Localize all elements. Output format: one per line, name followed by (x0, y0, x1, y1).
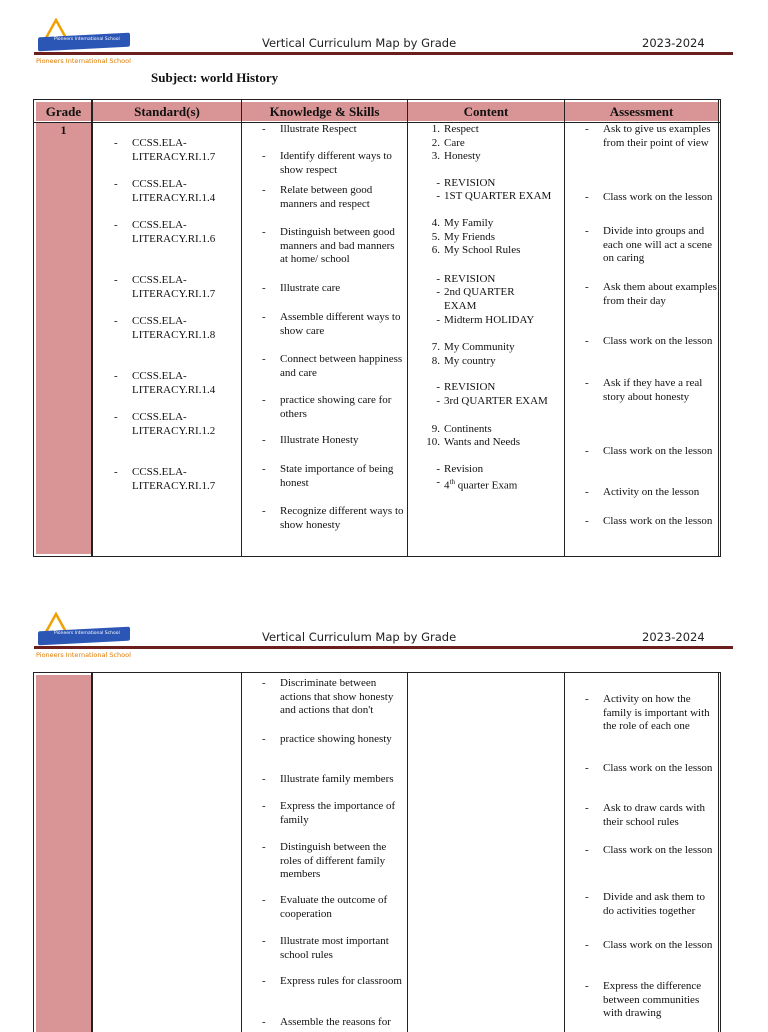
skill-item: - Illustrate Honesty (262, 434, 404, 463)
assessment-item: - Ask if they have a real story about honesty (585, 377, 718, 445)
logo-school-name: Pioneers International School (36, 651, 131, 659)
content-item: 3. Honesty (431, 150, 481, 163)
school-year: 2023-2024 (642, 36, 705, 50)
content-item: - REVISION (436, 272, 496, 285)
col-divider (241, 100, 242, 556)
page-title: Vertical Curriculum Map by Grade (262, 630, 457, 644)
grade-column-fill (36, 122, 91, 554)
content-item: 8. My country (431, 354, 496, 367)
standard-item: - CCSS.ELA-LITERACY.RI.1.8 (114, 315, 239, 370)
assessment-cell (585, 123, 718, 529)
skill-item: - Distinguish between good manners and bad manners at home/ school (262, 226, 404, 282)
skill-item: - Illustrate Respect (262, 123, 404, 150)
skill-item: - Connect between happiness and care (262, 353, 404, 394)
header-knowledge-skills: Knowledge & Skills (242, 102, 407, 121)
col-divider (718, 100, 719, 556)
skill-item: - Express the importance of family (262, 800, 404, 841)
assessment-cell (585, 693, 718, 1021)
standard-item: - CCSS.ELA-LITERACY.RI.1.4 (114, 370, 239, 411)
skill-item: - Assemble different ways to show care (262, 311, 404, 353)
content-item: 2. Care (431, 136, 465, 149)
content-cell (426, 123, 562, 494)
assessment-item: - Ask them about examples from their day (585, 281, 718, 335)
content-item: 9. Continents (431, 422, 492, 435)
skill-item: - Illustrate care (262, 282, 404, 311)
content-item: - 1ST QUARTER EXAM (436, 190, 552, 203)
skill-item: - practice showing care for others (262, 394, 404, 434)
table-header-row (34, 100, 720, 123)
col-divider (91, 673, 93, 1032)
content-item: 7. My Community (431, 341, 515, 354)
header-rule (34, 646, 733, 649)
logo-band-text: Pioneers International School (54, 37, 120, 42)
header-grade: Grade (36, 102, 91, 121)
content-item: 5. My Friends (431, 230, 496, 243)
content-item: - 4th quarter Exam (436, 476, 518, 492)
skill-item: - Recognize different ways to show honesty (262, 505, 404, 532)
col-divider (407, 100, 408, 556)
skill-item: - practice showing honesty (262, 733, 404, 773)
grade-column-fill (36, 675, 91, 1032)
standard-item: - CCSS.ELA-LITERACY.RI.1.2 (114, 411, 239, 466)
assessment-item: - Class work on the lesson (585, 335, 718, 377)
skill-item: - Discriminate between actions that show honesty and actions that don't (262, 677, 404, 733)
skill-item: - Relate between good manners and respect (262, 184, 404, 226)
skill-item: - State importance of being honest (262, 463, 404, 505)
content-item: 4. My Family (431, 216, 494, 229)
col-divider (241, 673, 242, 1032)
school-logo (34, 612, 134, 659)
skills-cell (262, 677, 404, 1030)
assessment-item: - Activity on the lesson (585, 486, 718, 515)
header-assessment: Assessment (565, 102, 718, 121)
skills-cell (262, 123, 404, 532)
content-item: - 3rd QUARTER EXAM (436, 394, 548, 407)
col-divider (718, 673, 719, 1032)
assessment-item: - Activity on how the family is important with the role of each one (585, 693, 718, 762)
header-rule (34, 52, 733, 55)
assessment-item: - Ask to draw cards with their school rules (585, 802, 718, 844)
standard-item: - CCSS.ELA-LITERACY.RI.1.4 (114, 178, 239, 219)
subject-heading: Subject: world History (151, 70, 279, 85)
curriculum-table (33, 99, 721, 557)
skill-item: - Identify different ways to show respect (262, 150, 404, 184)
grade-value: 1 (60, 123, 67, 137)
col-divider (564, 673, 565, 1032)
skill-item: - Distinguish between the roles of different family members (262, 841, 404, 894)
standard-item: - CCSS.ELA-LITERACY.RI.1.7 (114, 137, 239, 178)
school-year: 2023-2024 (642, 630, 705, 644)
logo-school-name: Pioneers International School (36, 57, 131, 65)
content-item: 1. Respect (431, 123, 479, 135)
content-item: - Midterm HOLIDAY (436, 313, 535, 326)
skill-item: - Illustrate most important school rules (262, 935, 404, 975)
assessment-item: - Class work on the lesson (585, 191, 718, 225)
header-content: Content (408, 102, 564, 121)
assessment-item: - Express the difference between communities with drawing (585, 980, 718, 1021)
curriculum-table-continued (33, 672, 721, 1032)
school-logo (34, 18, 134, 65)
content-item: 10. Wants and Needs (426, 436, 521, 449)
standard-item: - CCSS.ELA-LITERACY.RI.1.7 (114, 466, 239, 493)
standard-item: - CCSS.ELA-LITERACY.RI.1.7 (114, 274, 239, 315)
skill-item: - Illustrate family members (262, 773, 404, 800)
content-item: - 2nd QUARTER EXAM (436, 286, 515, 312)
col-divider (407, 673, 408, 1032)
content-item: - REVISION (436, 176, 496, 189)
col-divider (564, 100, 565, 556)
content-item: 6. My School Rules (431, 244, 521, 257)
assessment-item: - Divide into groups and each one will act a scene on caring (585, 225, 718, 281)
assessment-item: - Ask to give us examples from their point of view (585, 123, 718, 191)
assessment-item: - Class work on the lesson (585, 844, 718, 891)
content-item: - REVISION (436, 381, 496, 394)
header-standards: Standard(s) (93, 102, 241, 121)
skill-item: - Assemble the reasons for (262, 1016, 404, 1030)
assessment-item: - Class work on the lesson (585, 939, 718, 980)
skill-item: - Evaluate the outcome of cooperation (262, 894, 404, 935)
col-divider (91, 100, 93, 556)
standard-item: - CCSS.ELA-LITERACY.RI.1.6 (114, 219, 239, 274)
skill-item: - Express rules for classroom (262, 975, 404, 1016)
content-item: - Revision (436, 462, 484, 475)
assessment-item: - Class work on the lesson (585, 445, 718, 486)
assessment-item: - Divide and ask them to do activities together (585, 891, 718, 939)
assessment-item: - Class work on the lesson (585, 515, 718, 529)
logo-band-text: Pioneers International School (54, 631, 120, 636)
standards-cell (114, 137, 239, 493)
assessment-item: - Class work on the lesson (585, 762, 718, 802)
page-title: Vertical Curriculum Map by Grade (262, 36, 457, 50)
